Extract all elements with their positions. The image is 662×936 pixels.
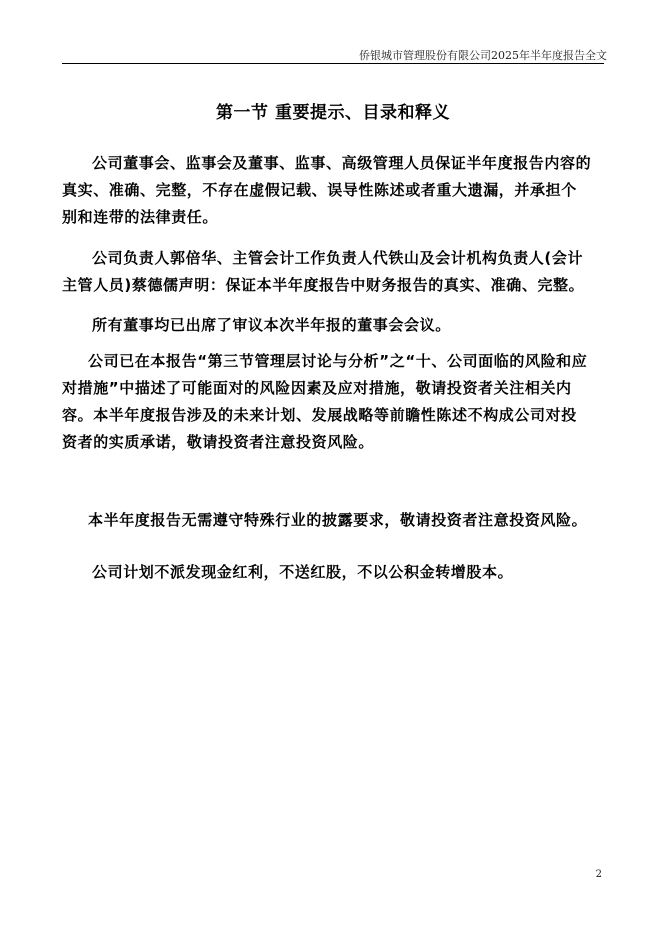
paragraph-dividend-plan: 公司计划不派发现金红利，不送红股，不以公积金转增股本。 [92,563,514,581]
running-header: 侨银城市管理股份有限公司2025年半年度报告全文 [359,49,607,62]
paragraph-directors-attendance: 所有董事均已出席了审议本次半年报的董事会会议。 [92,316,451,334]
paragraph-responsible-persons: 公司负责人郭倍华、主管会计工作负责人代铁山及会计机构负责人(会计主管人员)蔡德儒声明：保证本半年度报告中财务报告的真实、准确、完整。 [62,249,585,294]
paragraph-industry-disclosure: 本半年度报告无需遵守特殊行业的披露要求，敬请投资者注意投资风险。 [88,511,588,529]
section-title: 第一节 重要提示、目录和释义 [216,103,450,123]
page-number: 2 [595,869,602,880]
paragraph-risk-statement: 公司已在本报告“第三节管理层讨论与分析”之“十、公司面临的风险和应对措施”中描述了可能面对的风险因素及应对措施，敬请投资者关注相关内容。本半年度报告涉及的未来计划、发展战略等前瞻性陈述不构成公司对投资者的实质承诺，敬请投资者注意投资风险。 [62,352,588,451]
paragraph-board-guarantee: 公司董事会、监事会及董事、监事、高级管理人员保证半年度报告内容的真实、准确、完整，不存在虚假记载、误导性陈述或者重大遗漏，并承担个别和连带的法律责任。 [62,154,592,226]
header-divider [62,63,604,64]
